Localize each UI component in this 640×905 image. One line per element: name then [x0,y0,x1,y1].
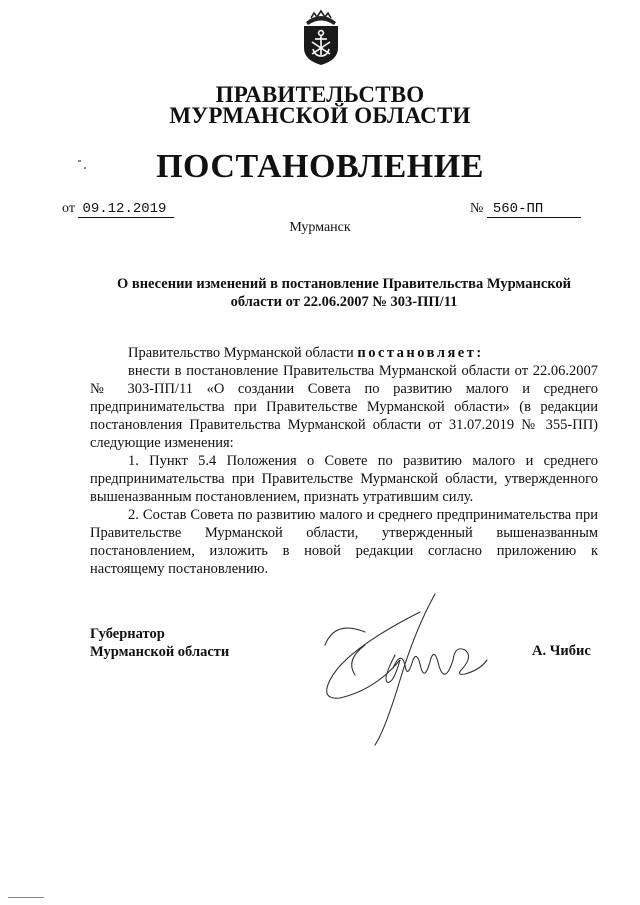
document-type-title: ПОСТАНОВЛЕНИЕ [156,148,484,185]
item-2-paragraph: 2. Состав Совета по развитию малого и среднего предпринимательства при Правительстве Мурманской области, утвержденный вышеназванным постановлением, изложить в новой редакции согласно приложению к настоящему постановлению. [90,507,598,577]
signatory-role-line2: Мурманской области [90,644,230,660]
document-body [90,344,598,578]
date-value: 09.12.2019 [78,201,174,218]
number-prefix: № [470,201,484,216]
city-label: Мурманск [289,220,351,235]
handwritten-signature [305,590,525,750]
intro-text: Правительство Мурманской области [128,345,358,361]
signatory-role [90,625,229,661]
intro-verb: постановляет: [357,345,484,361]
document-subject: О внесении изменений в постановление Правительства Мурманской области от 22.06.2007 № 303-ПП/11 [116,276,572,310]
intro-paragraph [90,344,598,362]
government-name-line1: ПРАВИТЕЛЬСТВО [215,82,425,107]
scan-speck [84,167,86,169]
scan-speck [78,160,81,162]
date-prefix: от [62,201,75,216]
scan-speck [8,897,44,898]
number-field [470,200,581,218]
item-1-paragraph: 1. Пункт 5.4 Положения о Совете по развитию малого и среднего предпринимательства при Правительстве Мурманской области, утвержденного вышеназванным постановлением, признать утратившим силу. [90,453,598,505]
main-paragraph: внести в постановление Правительства Мурманской области от 22.06.2007 № 303-ПП/11 «О создании Совета по развитию малого и среднего предпринимательства при Правительстве Мурманской области» (в редакции постановления Правительства Мурманской области от 31.07.2019 № 355-ПП) следующие изменения: [90,363,598,451]
date-field [62,200,174,218]
signatory-role-line1: Губернатор [90,626,165,642]
government-name-line2: МУРМАНСКОЙ ОБЛАСТИ [169,103,471,128]
coat-of-arms-icon [302,8,340,66]
signatory-name: А. Чибис [532,643,591,659]
number-value: 560-ПП [487,201,581,218]
